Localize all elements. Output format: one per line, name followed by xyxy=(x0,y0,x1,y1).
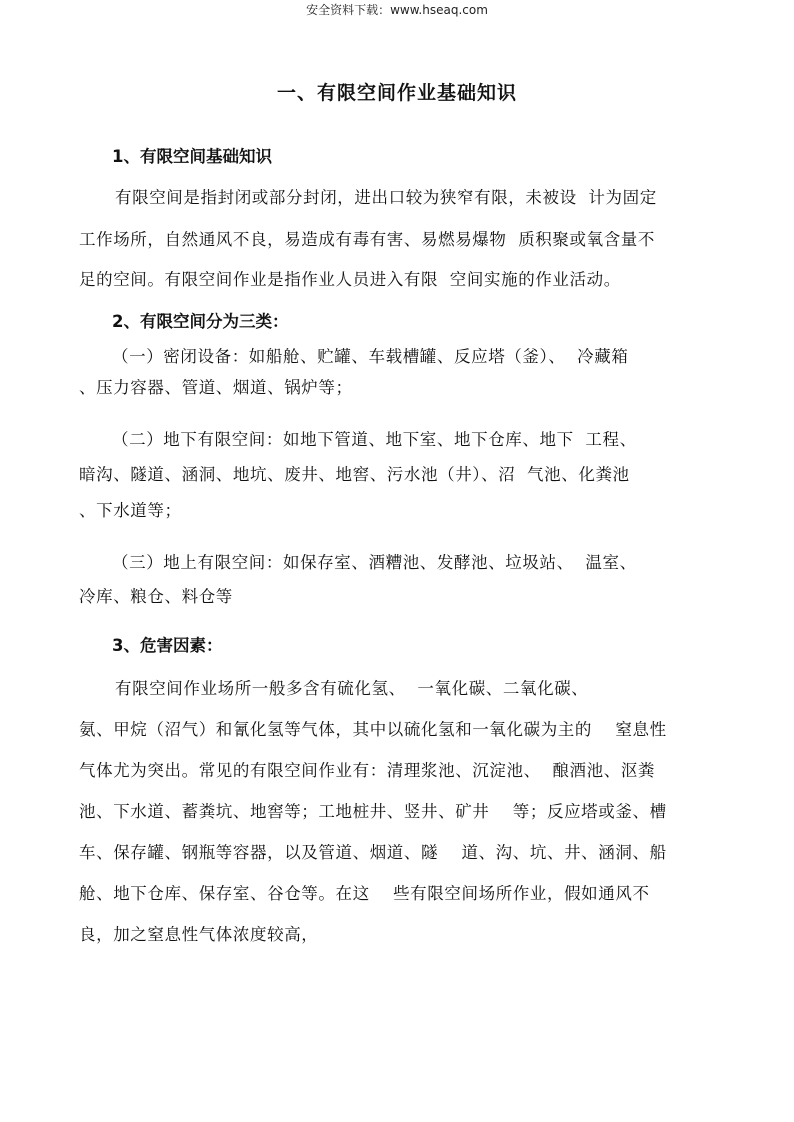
section-1-heading: 1、有限空间基础知识 xyxy=(112,147,272,166)
section-1-line: 工作场所，自然通风不良，易造成有毒有害、易燃易爆物 质积聚或氧含量不 xyxy=(79,230,655,249)
category-2-line: 暗沟、隧道、涵洞、地坑、废井、地窖、污水池（井）、沼 气池、化粪池 xyxy=(79,465,630,484)
section-3-line: 气体尤为突出。常见的有限空间作业有：清理浆池、沉淀池、 酿酒池、沤粪 xyxy=(79,761,655,780)
category-2-line: （二）地下有限空间：如地下管道、地下室、地下仓库、地下 工程、 xyxy=(112,430,637,449)
section-3-line: 有限空间作业场所一般多含有硫化氢、 一氧化碳、二氧化碳、 xyxy=(115,679,589,698)
section-3-line: 良，加之窒息性气体浓度较高， xyxy=(79,925,319,944)
section-1-line: 有限空间是指封闭或部分封闭，进出口较为狭窄有限，未被设 计为固定 xyxy=(115,188,657,207)
category-3-line: （三）地上有限空间：如保存室、酒糟池、发酵池、垃圾站、 温室、 xyxy=(112,553,637,572)
section-3-line: 氨、甲烷（沼气）和氰化氢等气体，其中以硫化氢和一氧化碳为主的 窒息性 xyxy=(79,720,667,739)
section-3-line: 池、下水道、蓄粪坑、地窖等；工地桩井、竖井、矿井 等；反应塔或釜、槽 xyxy=(79,802,667,821)
section-3-line: 舱、地下仓库、保存室、谷仓等。在这 些有限空间场所作业，假如通风不 xyxy=(79,884,650,903)
page-header: 安全资料下载：www.hseaq.com xyxy=(306,3,488,17)
section-3-heading: 3、危害因素： xyxy=(112,636,223,655)
category-2-line: 、下水道等； xyxy=(79,501,182,520)
category-3-line: 冷库、粮仓、料仓等 xyxy=(79,587,233,606)
section-1-line: 足的空间。有限空间作业是指作业人员进入有限 空间实施的作业活动。 xyxy=(79,270,621,289)
category-1-line: 、压力容器、管道、烟道、锅炉等； xyxy=(79,378,353,397)
page-title: 一、有限空间作业基础知识 xyxy=(276,82,517,104)
category-1-line: （一）密闭设备：如船舱、贮罐、车载槽罐、反应塔（釜）、 冷藏箱 xyxy=(112,347,629,366)
section-3-line: 车、保存罐、钢瓶等容器，以及管道、烟道、隧 道、沟、坑、井、涵洞、船 xyxy=(79,843,667,862)
section-2-heading: 2、有限空间分为三类： xyxy=(112,312,289,331)
